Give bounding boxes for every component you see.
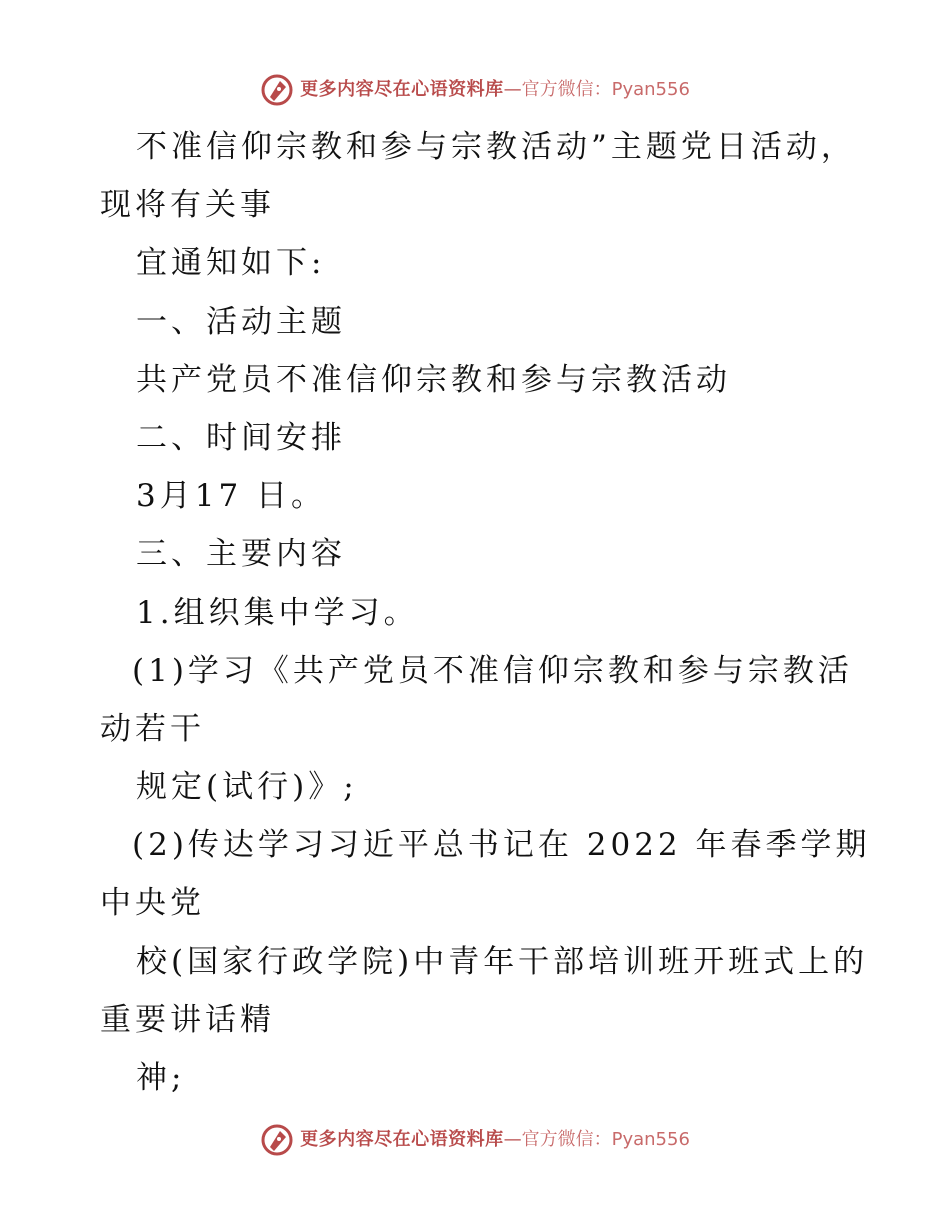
watermark-main-text: 更多内容尽在心语资料库 [300, 79, 504, 100]
text-line: 3月17 日。 [136, 478, 327, 515]
watermark-banner-top [0, 70, 950, 110]
watermark-main-text: 更多内容尽在心语资料库 [300, 1129, 504, 1150]
watermark-banner-bottom [0, 1120, 950, 1160]
text-line: (1)学习《共产党员不准信仰宗教和参与宗教活 [132, 652, 853, 689]
text-line: 现将有关事 [100, 187, 275, 224]
text-line: 重要讲话精 [100, 1001, 275, 1038]
text-line: 不准信仰宗教和参与宗教活动”主题党日活动， [136, 129, 856, 165]
document-body [0, 118, 950, 1107]
text-line: 宜通知如下: [136, 245, 326, 282]
text-line: 中央党 [100, 885, 205, 922]
text-line: 1.组织集中学习。 [136, 594, 419, 631]
watermark-dash: — [503, 79, 522, 100]
text-line: 神; [136, 1060, 186, 1096]
section-heading: 三、主要内容 [136, 536, 346, 573]
section-heading: 一、活动主题 [136, 303, 346, 340]
text-line: 动若干 [100, 710, 205, 747]
section-heading: 二、时间安排 [136, 419, 346, 456]
text-line: 共产党员不准信仰宗教和参与宗教活动 [136, 361, 731, 398]
text-line: 校(国家行政学院)中青年干部培训班开班式上的 [136, 943, 869, 980]
watermark-sub-text: 官方微信：Pyan556 [521, 1129, 690, 1150]
watermark-dash: — [503, 1129, 522, 1150]
pen-nib-circle-icon [260, 1123, 294, 1157]
text-line: (2)传达学习习近平总书记在 2022 年春季学期 [132, 827, 871, 864]
pen-nib-circle-icon [260, 73, 294, 107]
text-line: 规定(试行)》; [136, 769, 358, 806]
watermark-sub-text: 官方微信：Pyan556 [521, 79, 690, 100]
